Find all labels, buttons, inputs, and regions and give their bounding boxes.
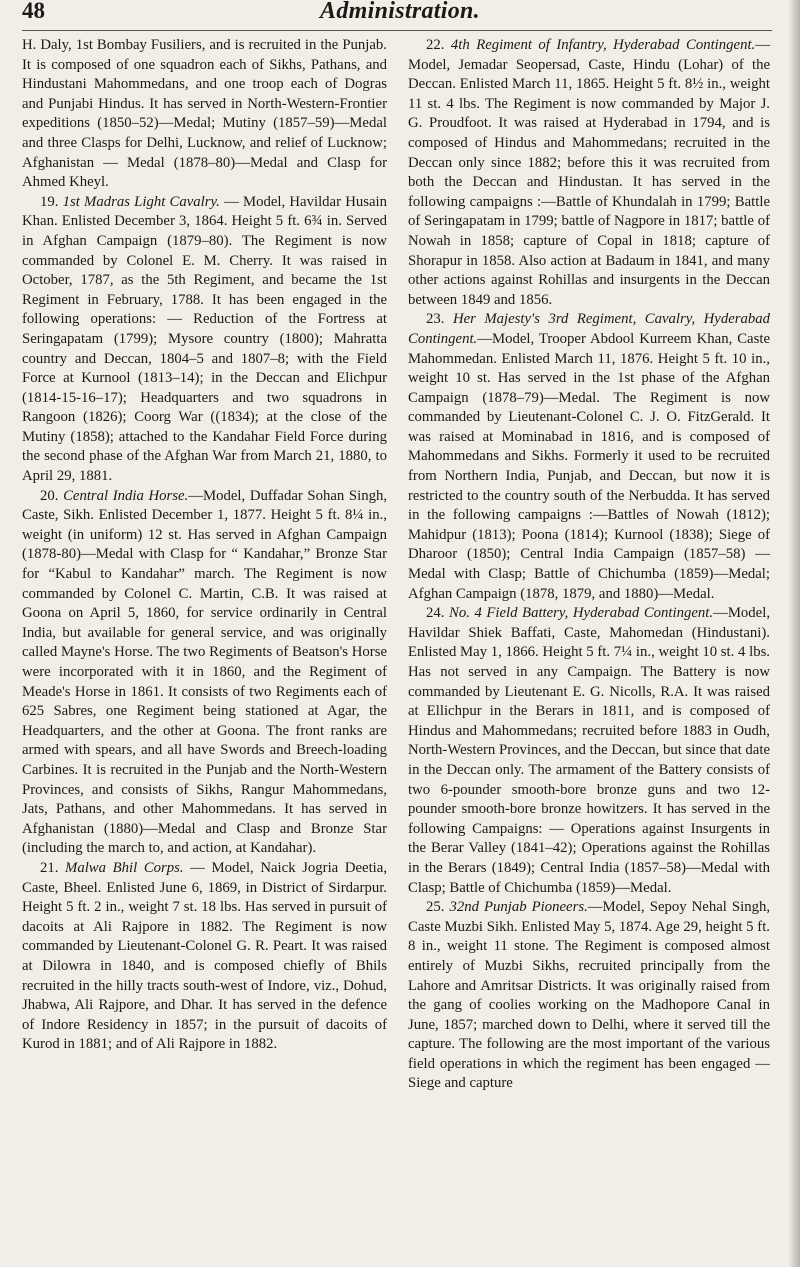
entry-text: —Model, Havildar Shiek Baffati, Caste, Mahomedan (Hindustani). Enlisted May 1, 1866. Height 5 ft. 7¼ in., weight 10 st. 4 lbs. Has not served in any Campaign. The Battery is now commanded by Lieutenant E. G. Nicolls, R.A. It was raised at Ellichpur in the Berars in 1811, and is composed of Hindus and Mahommedans; recruited before 1883 in Oudh, North-Western Provinces, and the Deccan, but since that date in the Deccan only. The armament of the Battery consists of two 6-pounder smooth-bore bronze guns and two 12-pounder smooth-bore bronze howitzers. It has served in the following Campaigns: — Operations against Insurgents in the Berar Valley (1841–42); Operations against the Rohillas in the Berars (1849); Central India (1857–58)—Medal with Clasp; Battle of Chichumba (1859)—Medal. [408, 605, 771, 896]
entry-heading: 1st Madras Light Cavalry. [62, 193, 220, 210]
entry-text: —Model, Jemadar Seopersad, Caste, Hindu (Lohar) of the Deccan. Enlisted March 11, 1865. Height 5 ft. 8½ in., weight 11 st. 4 lbs. The Regiment is now commanded by Major J. G. Proudfoot. It was raised at Hyderabad in 1794, and is composed of Hindus and Mahommedans; recruited in the Deccan only since 1882; before this it was recruited from both the Deccan and Hindustan. It has served in the following campaigns :—Battle of Khundalah in 1799; Battle of Seringapatam in 1799; battle of Nagpore in 1817; battle of Nowah in 1858; capture of Copal in 1818; capture of Shorapur in 1858. Also action at Badaum in 1841, and many other actions against Rohillas and insurgents in the Deccan between 1849 and 1856. [408, 37, 770, 308]
entry-25 [408, 898, 770, 1094]
entry-19 [22, 193, 387, 487]
entry-heading: Her Majesty's 3rd Regiment, Cavalry, Hyderabad Contingent. [408, 311, 770, 347]
entry-heading: 32nd Punjab Pioneers. [449, 899, 588, 916]
entry-text: — Model, Havildar Husain Khan. Enlisted December 3, 1864. Height 5 ft. 6¾ in. Served in Afghan Campaign (1879–80). The Regiment is now commanded by Colonel E. M. Cherry. It was raised in October, 1787, as the 5th Regiment, and became the 1st Regiment in February, 1788. It has been engaged in the following operations: — Reduction of the Fortress at Seringapatam (1799); Mysore country (1800); Mahratta country and Deccan, 1804–5 and 1807–8; with the Field Force at Kurnool (1813–14); in the Deccan and Elichpur (1814-15-16–17); Headquarters and two squadrons in Rangoon (1826); Coorg War ((1834); at the close of the Mutiny (1858); attached to the Kandahar Field Force during the second phase of the Afghan War from March 21, 1880, to April 29, 1881. [22, 193, 387, 485]
entry-number: 19. [40, 193, 59, 210]
entry-24 [408, 604, 770, 898]
left-column [22, 36, 387, 1055]
entry-20 [22, 487, 387, 859]
entry-text: —Model, Sepoy Nehal Singh, Caste Muzbi Sikh. Enlisted May 5, 1874. Age 29, height 5 ft. 8 in., weight 11 stone. The Regiment is composed almost entirely of Muzbi Sikhs, recruited principally from the Lahore and Amritsar Districts. It was originally raised from the gang of coolies working on the Madhopore Canal in June, 1857; marched down to Delhi, where it served till the capture. The following are the most important of the various field operations in which the regiment has been engaged —Siege and capture [408, 899, 771, 1092]
header-rule [22, 30, 772, 31]
entry-text: — Model, Naick Jogria Deetia, Caste, Bheel. Enlisted June 6, 1869, in District of Sirdarpur. Height 5 ft. 2 in., weight 7 st. 18 lbs. Has served in pursuit of dacoits at Ali Rajpore in 1882. The Regiment is now commanded by Lieutenant-Colonel G. R. Peart. It was raised at Dilowra in 1840, and is composed chiefly of Bhils recruited in the hilly tracts south-west of Indore, viz., Dohud, Jhabwa, Ali Rajpore, and Dhar. It has served in the defence of Indore Residency in 1857; in the pursuit of dacoits of Kurod in 1881; and of Ali Rajpore in 1882. [22, 859, 388, 1053]
entry-23 [408, 310, 770, 604]
paragraph-text: H. Daly, 1st Bombay Fusiliers, and is recruited in the Punjab. It is composed of one squadron each of Sikhs, Pathans, and Hindustani Mahommedans, and one troop each of Dogras and Punjabi Hindus. It has served in North-Western-Frontier expeditions (1850–52)—Medal; Mutiny (1857–59)—Medal and three Clasps for Delhi, Lucknow, and relief of Lucknow; Afghanistan — Medal (1878–80)—Medal and Clasp for Ahmed Kheyl. [22, 37, 387, 191]
entry-number: 25. [426, 899, 445, 916]
entry-number: 23. [426, 311, 445, 328]
right-column [408, 36, 770, 1094]
entry-text: —Model, Trooper Abdool Kurreem Khan, Caste Mahommedan. Enlisted March 11, 1876. Height 5 ft. 10 in., weight 10 st. Has served in the 1st phase of the Afghan Campaign (1878–79)—Medal. The Regiment is now commanded by Lieutenant-Colonel C. J. O. FitzGerald. It was raised at Mominabad in 1816, and is composed of Mahommedans and Sikhs. Formerly it used to be recruited from Northern India, Punjab, and Deccan, but now it is restricted to the country south of the Nerbudda. It has served in the following campaigns :—Battles of Nowah (1812); Mahidpur (1813); Poona (1814); Kurnool (1838); Siege of Dharoor (1850); Central India Campaign (1857–58) — Medal with Clasp; Battle of Chichumba (1859)—Medal; Afghan Campaign (1878, 1879, and 1880)—Medal. [408, 330, 770, 602]
entry-heading: No. 4 Field Battery, Hyderabad Contingent. [449, 605, 714, 622]
entry-heading: Malwa Bhil Corps. [65, 859, 184, 876]
running-title: Administration. [320, 0, 480, 24]
entry-number: 22. [426, 37, 445, 53]
entry-heading: Central India Horse. [63, 487, 189, 504]
entry-21 [22, 859, 387, 1055]
entry-number: 24. [426, 605, 445, 622]
entry-text: —Model, Duffadar Sohan Singh, Caste, Sikh. Enlisted December 1, 1877. Height 5 ft. 8¼ in., weight (in uniform) 12 st. Has served in Afghan Campaign (1878-80)—Medal with Clasp for “ Kandahar,” Bronze Star for “Kabul to Kandahar” march. The Regiment is now commanded by Colonel C. Martin, C.B. It was raised at Goona on April 5, 1860, for service ordinarily in Central India, but available for general service, and was originally called Mayne's Horse. The two Regiments of Beatson's Horse were incorporated with it in 1860, and the Regiment of Meade's Horse in 1861. It consists of two Regiments each of 625 Sabres, one Regiment being stationed at Agar, the Headquarters, and the other at Goona. The front ranks are armed with spears, and all have Swords and Breech-loading Carbines. It is recruited in the Punjab and the North-Western Provinces, and consists of Sikhs, Rangur Mahommedans, Jats, Pathans, and other Mahommedans. It has served in Afghanistan (1880)—Medal and Clasp and Bronze Star (including the march to, and action, at Kandahar). [22, 487, 388, 857]
page-edge-shadow [788, 0, 800, 1267]
entry-22 [408, 36, 770, 310]
entry-number: 20. [40, 487, 59, 504]
page-number: 48 [22, 0, 45, 23]
paragraph-continuation [22, 36, 387, 193]
entry-number: 21. [40, 859, 59, 876]
entry-heading: 4th Regiment of Infantry, Hyderabad Contingent. [450, 37, 756, 53]
